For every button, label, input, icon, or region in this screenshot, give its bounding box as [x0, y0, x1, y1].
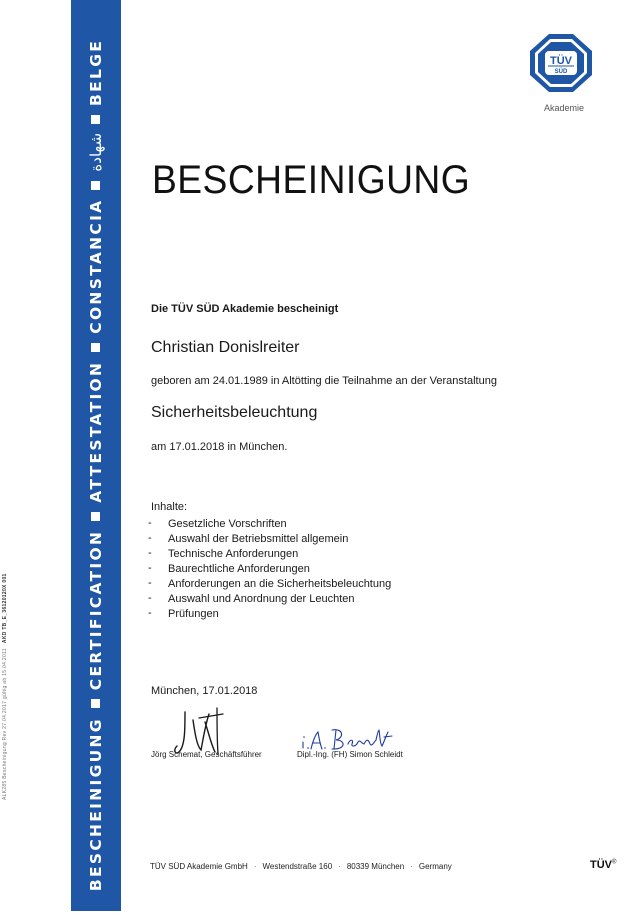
sidebar-word: ATTESTATION: [87, 360, 105, 503]
list-item-text: Auswahl der Betriebsmittel allgemein: [168, 533, 349, 545]
issuer-statement: Die TÜV SÜD Akademie bescheinigt: [151, 303, 339, 315]
dash-bullet-icon: -: [148, 517, 152, 529]
list-item-text: Prüfungen: [168, 608, 219, 620]
sidebar-word: CONSTANCIA: [87, 198, 105, 334]
square-bullet-icon: [91, 699, 100, 708]
document-title: BESCHEINIGUNG: [152, 158, 471, 202]
birth-details: geboren am 24.01.1989 in Altötting die Teilnahme an der Veranstaltung: [151, 375, 497, 387]
sidebar-word: CERTIFICATION: [87, 529, 105, 691]
event-date: am 17.01.2018 in München.: [151, 441, 288, 453]
signer-1-name: Jörg Schemat, Geschäftsführer: [151, 750, 262, 759]
footer-city: 80339 München: [346, 862, 405, 871]
square-bullet-icon: [91, 181, 100, 190]
footer-separator: ·: [253, 862, 257, 871]
participant-name: Christian Donislreiter: [151, 339, 300, 356]
list-item: [148, 517, 391, 532]
list-item: [148, 532, 391, 547]
dash-bullet-icon: -: [148, 562, 152, 574]
footer-separator: ·: [338, 862, 341, 871]
square-bullet-icon: [91, 343, 100, 352]
reference-line-1: ALK285 Bescheinigung Rev 27.04.2017 gültig ab 15.04.2011: [2, 648, 8, 800]
trademark-text: TÜV: [590, 859, 612, 871]
footer-country: Germany: [418, 862, 452, 871]
footer-street: Westendstraße 160: [262, 862, 333, 871]
list-item: [148, 577, 391, 592]
sidebar-word: BESCHEINIGUNG: [87, 717, 105, 892]
list-item-text: Baurechtliche Anforderungen: [168, 563, 310, 575]
list-item: [148, 607, 391, 622]
footer-address: [150, 862, 452, 871]
dash-bullet-icon: -: [148, 532, 152, 544]
reference-line-2: AKD TB_E_36120120X 001: [2, 573, 8, 644]
contents-label: Inhalte:: [151, 501, 188, 513]
list-item: [148, 547, 391, 562]
place-and-date: München, 17.01.2018: [151, 685, 258, 697]
dash-bullet-icon: -: [148, 607, 152, 619]
logo-top-text: TÜV: [550, 55, 572, 67]
dash-bullet-icon: -: [148, 592, 152, 604]
signer-2-name: Dipl.-Ing. (FH) Simon Schleidt: [297, 750, 403, 759]
list-item-text: Technische Anforderungen: [168, 548, 299, 560]
square-bullet-icon: [91, 115, 100, 124]
document-reference-code: [2, 573, 8, 800]
tuv-trademark: [590, 859, 616, 871]
sidebar-word: BELGE: [87, 38, 105, 106]
footer-company: TÜV SÜD Akademie GmbH: [150, 862, 248, 871]
sidebar-word-arabic: شهادة: [87, 132, 105, 172]
contents-list: [148, 517, 391, 622]
registered-symbol: ®: [612, 859, 617, 866]
tuv-sud-logo: [529, 33, 593, 93]
list-item: [148, 592, 391, 607]
list-item-text: Auswahl und Anordnung der Leuchten: [168, 593, 355, 605]
sidebar-multilingual-text: [86, 15, 106, 915]
list-item: [148, 562, 391, 577]
list-item-text: Gesetzliche Vorschriften: [168, 518, 287, 530]
logo-subtitle: Akademie: [543, 103, 585, 113]
dash-bullet-icon: -: [148, 547, 152, 559]
dash-bullet-icon: -: [148, 577, 152, 589]
logo-bottom-text: SÜD: [554, 69, 568, 75]
footer-separator: ·: [410, 862, 413, 871]
square-bullet-icon: [91, 512, 100, 521]
list-item-text: Anforderungen an die Sicherheitsbeleuchtung: [168, 578, 392, 590]
course-title: Sicherheitsbeleuchtung: [151, 404, 318, 421]
